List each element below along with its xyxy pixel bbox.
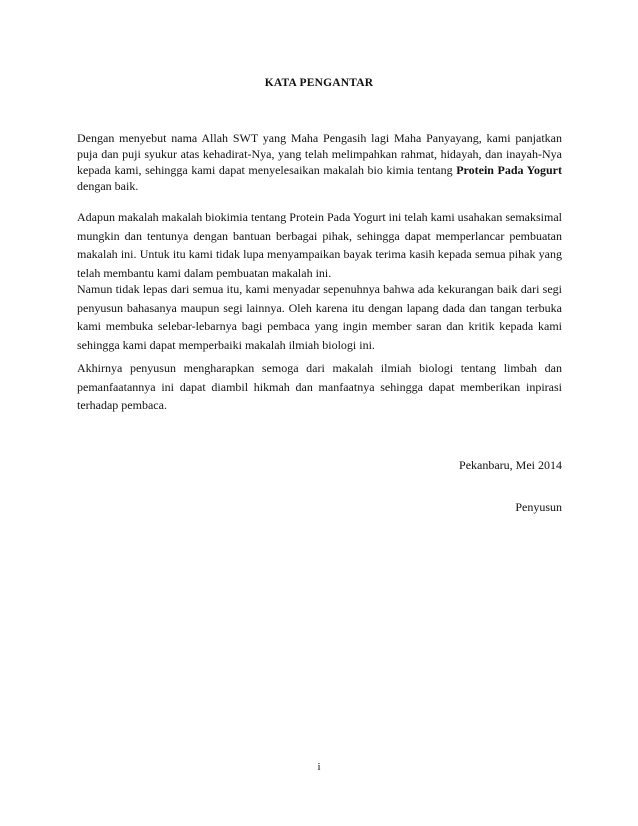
paragraph-opening-text: Dengan menyebut nama Allah SWT yang Maha Pengasih lagi Maha Panyayang, kami panjatkan puja dan puji syukur atas kehadirat-Nya, yang telah melimpahkan rahmat, hidayah, dan inayah-Nya kepada kami, sehingga kami dapat menyelesaikan makalah bio kimia tentang — [77, 131, 562, 177]
signer: Penyusun — [515, 500, 562, 514]
place-date: Pekanbaru, Mei 2014 — [459, 458, 562, 472]
paragraph-opening — [77, 130, 562, 194]
page-number: i — [317, 761, 321, 773]
paragraph-closing: Akhirnya penyusun mengharapkan semoga dari makalah ilmiah biologi tentang limbah dan pemanfaatannya ini dapat diambil hikmah dan manfaatnya sehingga dapat memberikan inpirasi terhadap pembaca. — [77, 361, 562, 412]
paragraph-opening-end: dengan baik. — [77, 179, 139, 193]
paragraph-shortcomings: Namun tidak lepas dari semua itu, kami menyadar sepenuhnya bahwa ada kekurangan baik dari segi penyusun bahasanya maupun segi lainnya. Oleh karena itu dengan lapang dada dan tangan terbuka kami membuka selebar-lebarnya bagi pembaca yang ingin member saran dan kritik kepada kami sehingga kami dapat memperbaiki makalah ilmiah biologi ini. — [77, 282, 562, 352]
page-title: KATA PENGANTAR — [264, 77, 374, 89]
paragraph-opening-bold-topic: Protein Pada Yogurt — [456, 163, 562, 177]
paragraph-thanks: Adapun makalah makalah biokimia tentang Protein Pada Yogurt ini telah kami usahakan semaksimal mungkin dan tentunya dengan bantuan berbagai pihak, sehingga dapat memperlancar pembuatan makalah ini. Untuk itu kami tidak lupa menyampaikan bayak terima kasih kepada semua pihak yang telah membantu kami dalam pembuatan makalah ini. — [77, 210, 562, 280]
